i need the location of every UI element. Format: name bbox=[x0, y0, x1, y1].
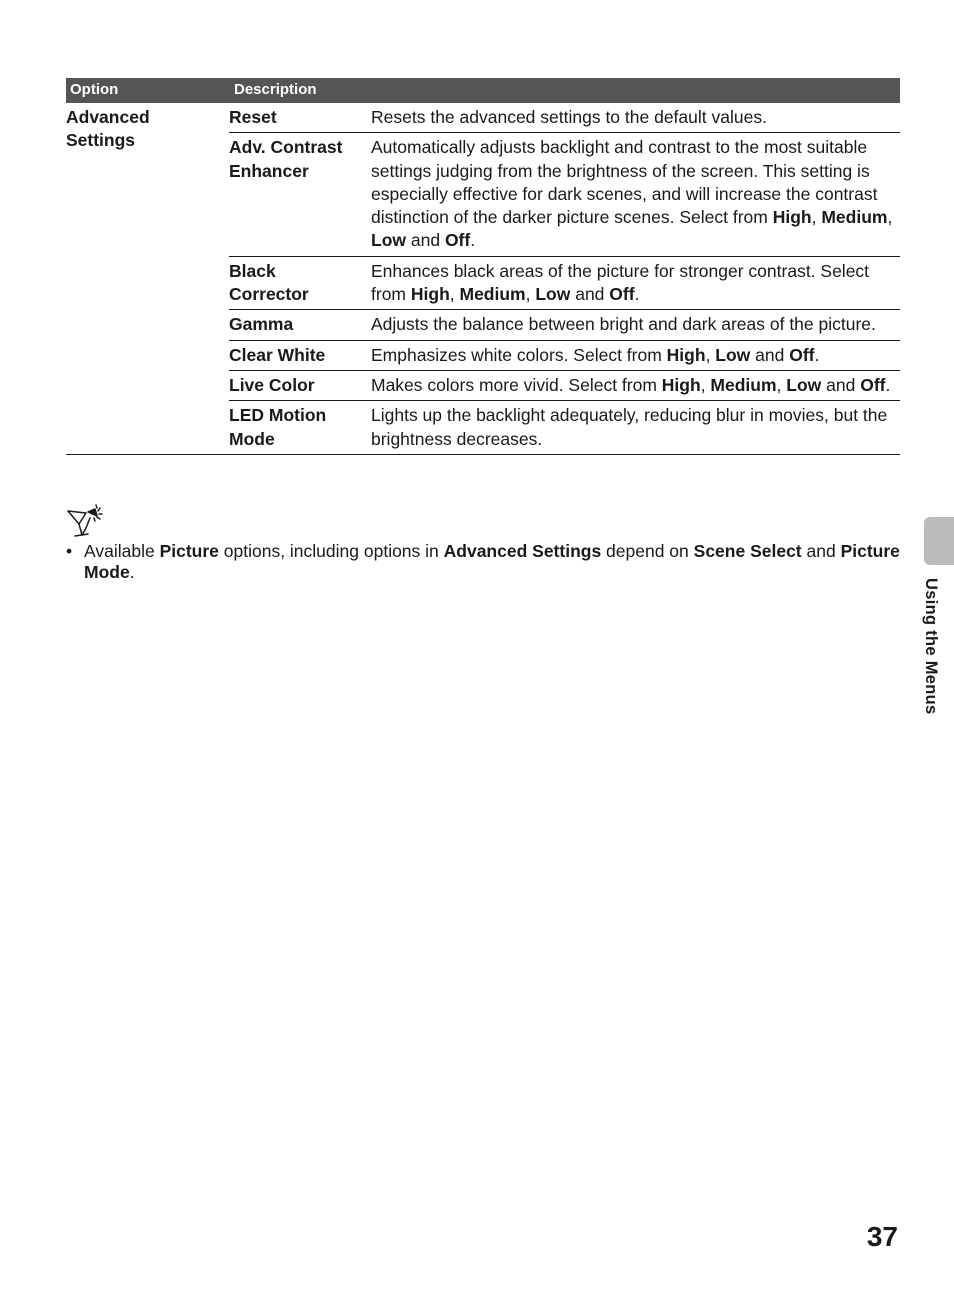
setting-name-line: Corrector bbox=[229, 284, 309, 305]
bold-term: Picture bbox=[159, 541, 219, 561]
option-name-line: Advanced bbox=[66, 107, 150, 127]
bold-term: Low bbox=[715, 344, 751, 365]
setting-name bbox=[229, 340, 371, 370]
text-run: Available bbox=[84, 541, 160, 561]
options-table bbox=[66, 78, 900, 455]
bold-term: Medium bbox=[710, 374, 777, 395]
text-run: depend on bbox=[601, 541, 694, 561]
setting-description bbox=[371, 256, 900, 310]
text-run: Makes colors more vivid. Select from bbox=[371, 374, 662, 395]
text-run: and bbox=[801, 541, 841, 561]
header-description: Description bbox=[229, 78, 900, 103]
bold-term: High bbox=[410, 284, 450, 305]
option-name bbox=[66, 103, 229, 454]
text-run: Automatically adjusts backlight and contrast to the most suitable settings judging from the brightness of the screen. This setting is especially effective for dark scenes, and will increase the contrast distinction of the darker picture scenes. Select from bbox=[371, 137, 878, 228]
setting-description bbox=[371, 370, 900, 400]
text-run: and bbox=[570, 284, 610, 305]
setting-name bbox=[229, 401, 371, 455]
section-label: Using the Menus bbox=[922, 578, 940, 715]
text-run: , bbox=[700, 374, 711, 395]
setting-name bbox=[229, 103, 371, 133]
text-run: and bbox=[821, 374, 861, 395]
setting-name bbox=[229, 133, 371, 256]
bold-term: Picture Mode bbox=[84, 541, 900, 582]
hint-item bbox=[66, 541, 900, 583]
bold-term: Low bbox=[786, 374, 822, 395]
setting-name-line: Live Color bbox=[229, 374, 315, 395]
text-run: , bbox=[776, 374, 787, 395]
bold-term: High bbox=[661, 374, 701, 395]
bold-term: Off bbox=[789, 344, 815, 365]
header-option: Option bbox=[66, 78, 229, 103]
bold-term: Scene Select bbox=[693, 541, 802, 561]
text-run: . bbox=[470, 230, 476, 251]
setting-description bbox=[371, 133, 900, 256]
bold-term: Advanced Settings bbox=[443, 541, 602, 561]
text-run: options, including options in bbox=[218, 541, 444, 561]
table-row bbox=[66, 103, 900, 133]
setting-name-line: Adv. Contrast bbox=[229, 137, 343, 158]
setting-description bbox=[371, 401, 900, 455]
bold-term: Off bbox=[444, 230, 471, 251]
bullet-icon: • bbox=[66, 541, 73, 561]
text-run: Emphasizes white colors. Select from bbox=[371, 344, 667, 365]
text-run: , bbox=[525, 284, 536, 305]
setting-name-line: Black bbox=[229, 260, 276, 281]
text-run: , bbox=[811, 207, 822, 228]
setting-name bbox=[229, 370, 371, 400]
setting-name-line: Mode bbox=[229, 428, 275, 449]
setting-name-line: Clear White bbox=[229, 344, 326, 365]
bold-term: Off bbox=[860, 374, 886, 395]
setting-description bbox=[371, 103, 900, 133]
table-body bbox=[66, 103, 900, 454]
setting-description bbox=[371, 310, 900, 340]
text-run: . bbox=[814, 344, 820, 365]
hint-list bbox=[66, 541, 900, 583]
text-run: Adjusts the balance between bright and dark areas of the picture. bbox=[371, 314, 876, 335]
bold-term: Low bbox=[371, 230, 406, 251]
setting-description bbox=[371, 340, 900, 370]
hint-lamp-icon bbox=[66, 504, 104, 538]
text-run: . bbox=[885, 374, 891, 395]
text-run: and bbox=[750, 344, 790, 365]
text-run: , bbox=[449, 284, 460, 305]
bold-term: High bbox=[666, 344, 706, 365]
text-run: and bbox=[406, 230, 445, 251]
text-run: , bbox=[705, 344, 716, 365]
text-run: Enhances black areas of the picture for stronger contrast. Select from bbox=[371, 260, 870, 305]
text-run: . bbox=[129, 562, 135, 582]
text-run: , bbox=[887, 207, 893, 228]
text-run: . bbox=[634, 284, 640, 305]
bold-term: Low bbox=[535, 284, 571, 305]
bold-term: Off bbox=[609, 284, 635, 305]
bold-term: Medium bbox=[459, 284, 526, 305]
setting-name bbox=[229, 310, 371, 340]
page-number: 37 bbox=[866, 1221, 898, 1252]
bold-term: High bbox=[772, 207, 812, 228]
bold-term: Medium bbox=[821, 207, 888, 228]
setting-name-line: Gamma bbox=[229, 314, 294, 335]
text-run: Resets the advanced settings to the default values. bbox=[371, 107, 767, 127]
setting-name bbox=[229, 256, 371, 310]
table-header-row bbox=[66, 78, 900, 103]
setting-name-line: Enhancer bbox=[229, 160, 309, 181]
setting-name-line: Reset bbox=[229, 107, 277, 127]
setting-name-line: LED Motion bbox=[229, 405, 327, 426]
text-run: Lights up the backlight adequately, reducing blur in movies, but the brightness decreases. bbox=[371, 405, 888, 449]
option-name-line: Settings bbox=[66, 130, 136, 151]
section-tab bbox=[924, 517, 954, 565]
